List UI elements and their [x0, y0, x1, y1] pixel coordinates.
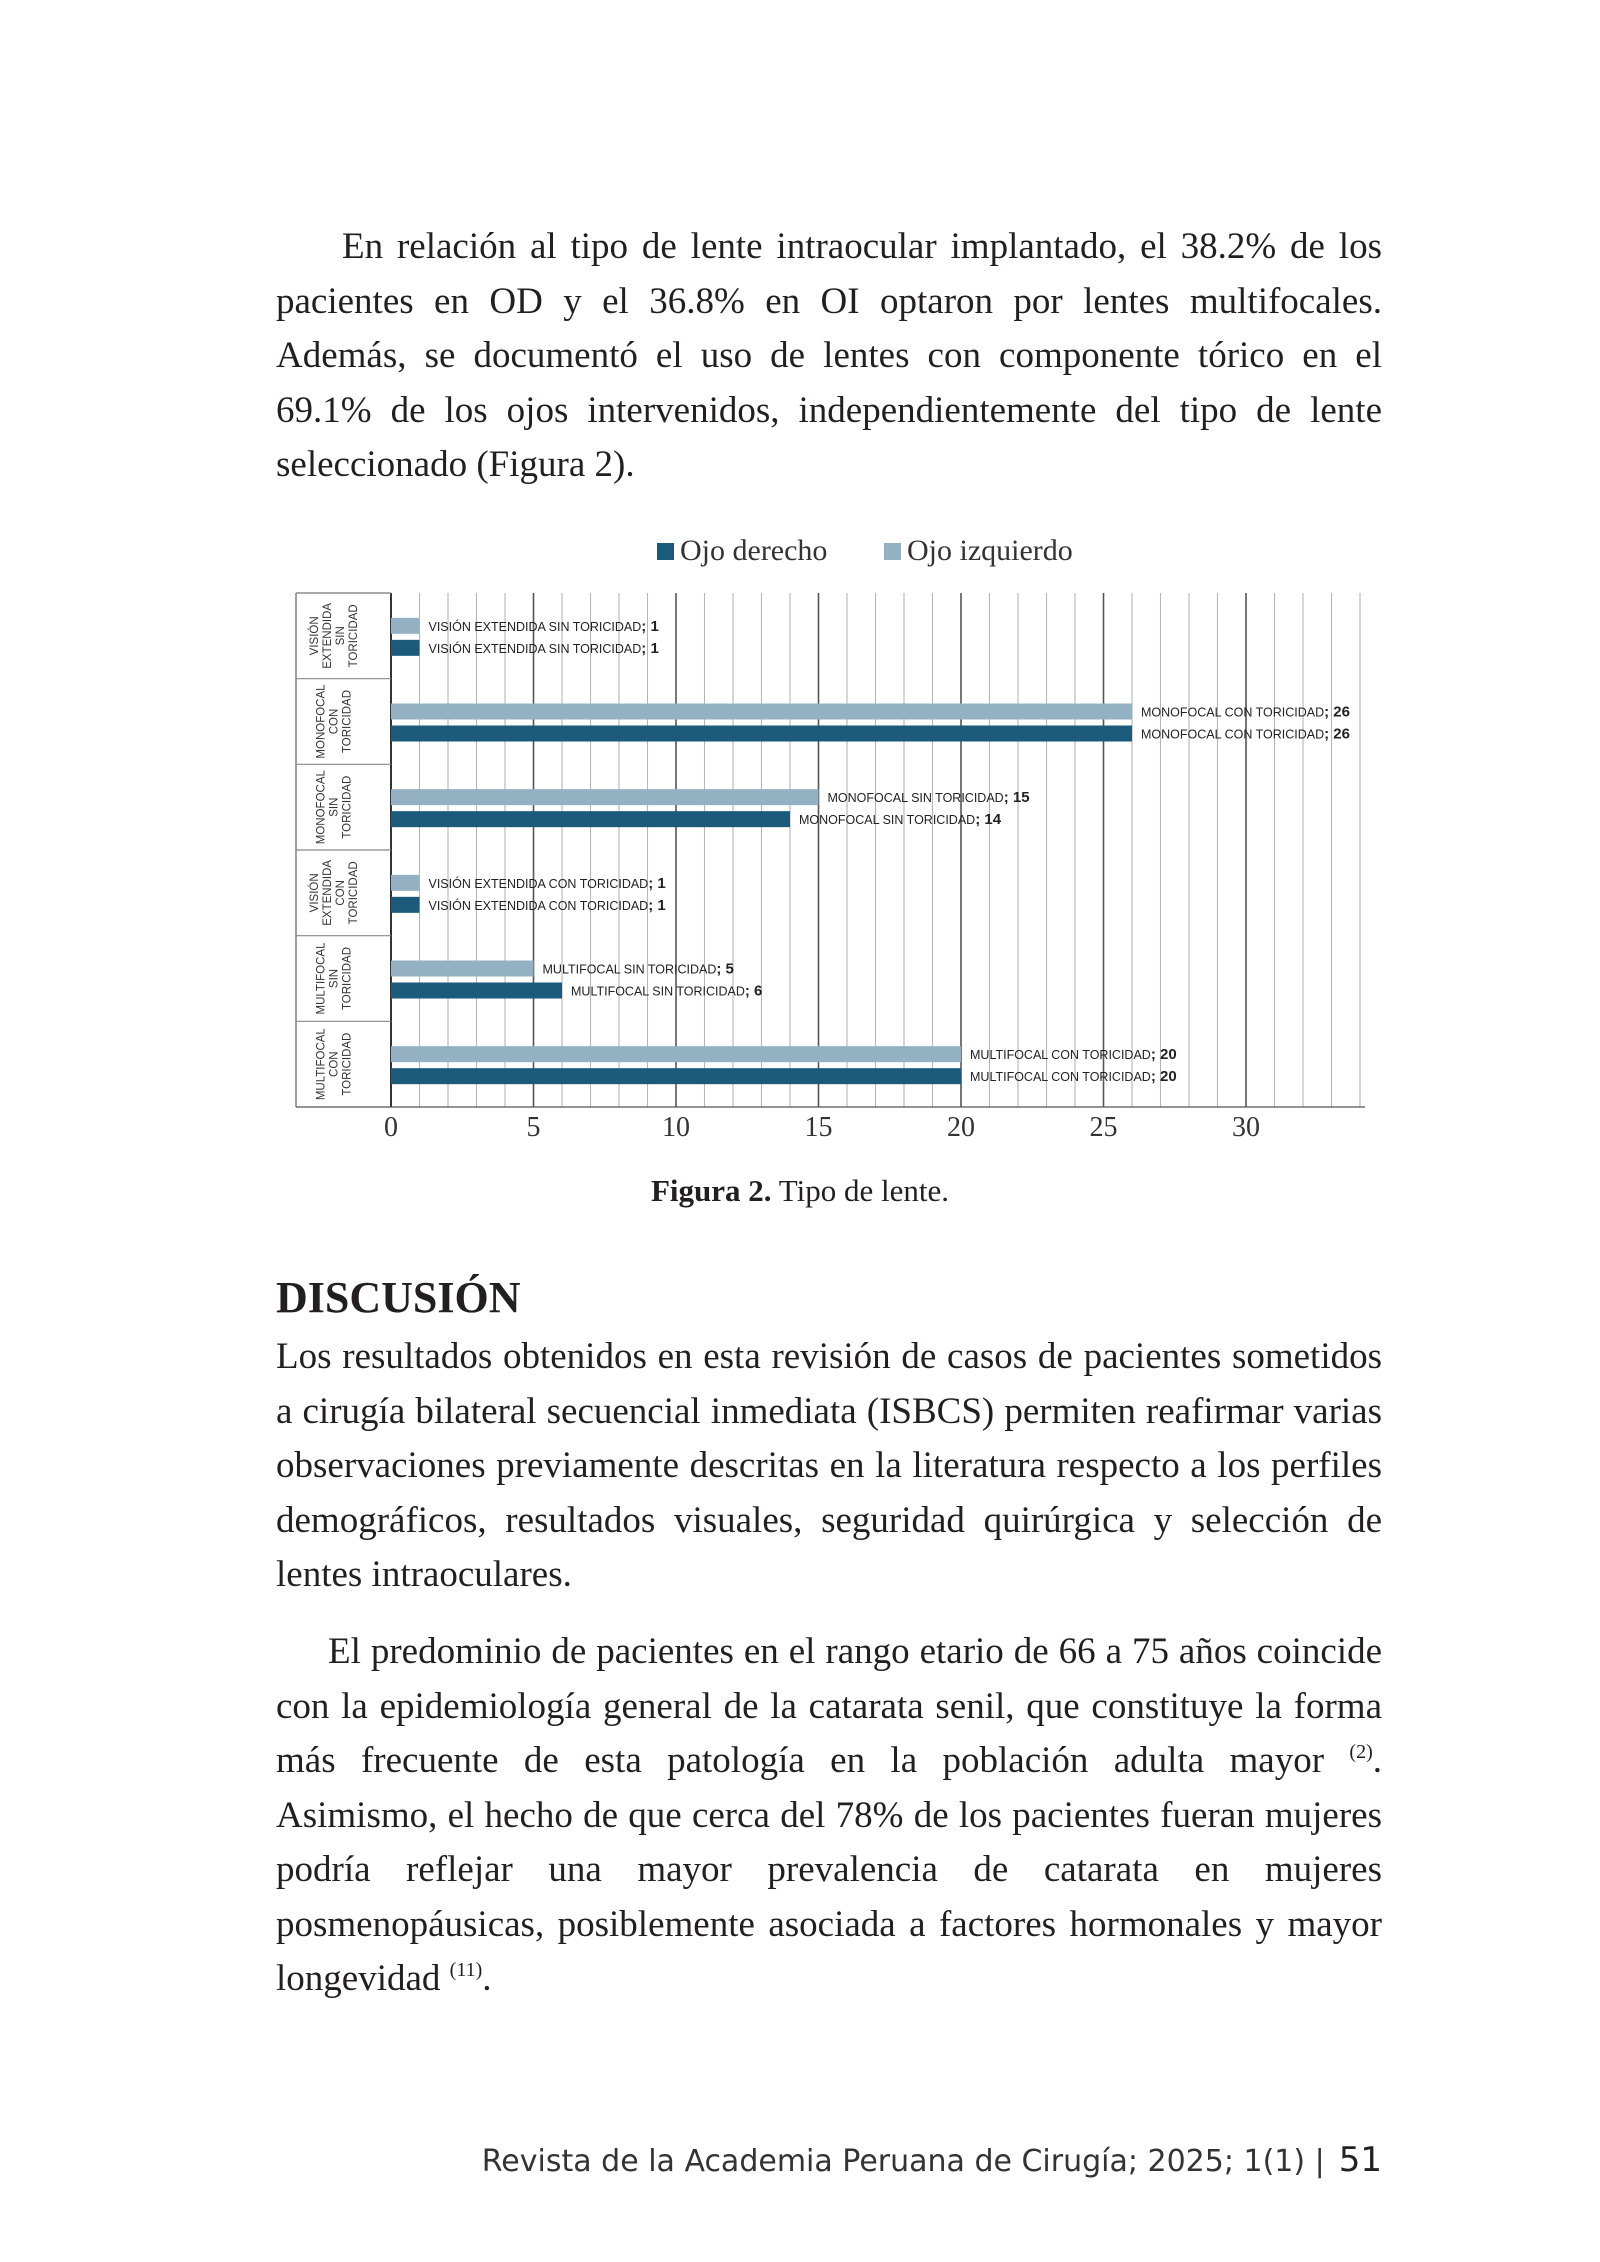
data-label-ojo-derecho	[429, 640, 659, 657]
category-label-line: CON	[335, 880, 347, 906]
bar-ojo-derecho	[391, 640, 420, 656]
data-label-ojo-derecho	[799, 811, 1002, 828]
data-label-value: ; 14	[975, 811, 1002, 829]
paragraph-discussion-2-text-c: .	[482, 1958, 492, 1999]
category-label-line: TORICIDAD	[341, 946, 354, 1011]
bar-ojo-izquierdo	[391, 961, 534, 977]
category-label-line: MONOFOCAL	[315, 770, 328, 845]
category-label-line: MULTIFOCAL	[315, 1028, 328, 1101]
category-label	[316, 942, 354, 1015]
bar-ojo-izquierdo	[391, 789, 819, 805]
data-label-ojo-izquierdo	[429, 875, 666, 892]
category-label-line: CON	[328, 708, 341, 735]
bar-ojo-derecho	[391, 726, 1132, 742]
paragraph-intro	[276, 220, 1382, 493]
data-label-category: MONOFOCAL SIN TORICIDAD	[827, 791, 1004, 806]
data-label-value: ; 26	[1324, 703, 1350, 721]
x-tick-label: 15	[804, 1112, 833, 1143]
data-label-value: ; 26	[1324, 725, 1350, 743]
figure-caption	[0, 1173, 1600, 1209]
data-label-value: ; 1	[648, 896, 666, 914]
bar-ojo-derecho	[391, 811, 790, 827]
x-tick-label: 0	[384, 1112, 398, 1143]
bar-ojo-izquierdo	[391, 618, 420, 634]
data-label-category: MULTIFOCAL CON TORICIDAD	[970, 1070, 1151, 1085]
paragraph-intro-text: En relación al tipo de lente intraocular implantado, el 38.2% de los pacientes en OD y el 36.8% en OI optaron por lentes multifocales. Además, se documentó el uso de lentes con componente tórico en el 69.1% de los ojos intervenidos, independientemente del tipo de lente seleccionado (Figura 2).	[276, 226, 1382, 485]
data-label-value: ; 5	[716, 960, 734, 978]
category-label	[316, 770, 354, 845]
page-footer	[482, 2140, 1382, 2180]
data-label-category: MONOFOCAL SIN TORICIDAD	[799, 813, 976, 828]
legend-label: Ojo izquierdo	[907, 534, 1073, 567]
data-label-ojo-izquierdo	[543, 961, 734, 978]
legend-label: Ojo derecho	[680, 534, 828, 567]
data-label-ojo-izquierdo	[828, 789, 1030, 806]
data-label-ojo-derecho	[571, 983, 762, 1000]
data-label-ojo-derecho	[1141, 726, 1350, 743]
category-label-line: EXTENDIDA	[322, 602, 334, 669]
category-label	[316, 1028, 354, 1101]
category-label-line: SIN	[328, 797, 341, 817]
category-label-line: TORICIDAD	[348, 604, 360, 668]
paragraph-discussion-1-text: Los resultados obtenidos en esta revisión de casos de pacientes sometidos a cirugía bilateral secuencial inmediata (ISBCS) permiten reafirmar varias observaciones previamente descritas en la literatura respecto a los perfiles demográficos, resultados visuales, seguridad quirúrgica y selección de lentes intraoculares.	[276, 1336, 1382, 1595]
bar-ojo-derecho	[391, 983, 562, 999]
bar-ojo-izquierdo	[391, 875, 420, 891]
data-label-category: VISIÓN EXTENDIDA CON TORICIDAD	[428, 876, 649, 891]
category-label-line: VISIÓN	[309, 873, 321, 913]
x-tick-label: 25	[1089, 1112, 1118, 1143]
data-label-ojo-derecho	[970, 1068, 1177, 1085]
data-label-value: ; 1	[648, 874, 666, 892]
category-label-line: MONOFOCAL	[315, 684, 328, 759]
section-heading: DISCUSIÓN	[276, 1273, 521, 1322]
data-label-category: VISIÓN EXTENDIDA SIN TORICIDAD	[428, 619, 642, 634]
data-label-ojo-izquierdo	[429, 618, 659, 635]
data-label-category: MULTIFOCAL CON TORICIDAD	[970, 1048, 1151, 1063]
category-label-line: TORICIDAD	[341, 1032, 354, 1096]
page-number: 51	[1338, 2140, 1382, 2180]
x-tick-label: 20	[947, 1112, 975, 1143]
data-label-value: ; 1	[641, 617, 659, 635]
journal-citation: Revista de la Academia Peruana de Cirugía; 2025; 1(1) |	[481, 2144, 1325, 2179]
data-label-ojo-izquierdo	[970, 1046, 1177, 1063]
paragraph-discussion-2	[276, 1625, 1382, 2007]
paragraph-discussion-1	[276, 1330, 1382, 1603]
category-label-line: SIN	[328, 968, 341, 989]
bar-ojo-izquierdo	[391, 704, 1132, 720]
category-label-line: TORICIDAD	[348, 861, 360, 925]
data-label-value: ; 1	[641, 639, 659, 657]
data-label-value: ; 6	[744, 982, 763, 1000]
category-label-line: TORICIDAD	[341, 775, 354, 839]
legend-swatch	[657, 543, 674, 560]
figure-caption-text: Tipo de lente.	[778, 1173, 949, 1208]
category-label-line: SIN	[335, 626, 347, 646]
x-tick-label: 10	[662, 1112, 690, 1143]
data-label-category: MULTIFOCAL SIN TORICIDAD	[571, 984, 745, 999]
data-label-category: MONOFOCAL CON TORICIDAD	[1141, 705, 1325, 720]
category-label-line: VISIÓN	[309, 616, 321, 656]
data-label-value: ; 15	[1003, 789, 1030, 807]
data-label-category: VISIÓN EXTENDIDA CON TORICIDAD	[428, 898, 649, 913]
bar-ojo-derecho	[391, 1068, 961, 1084]
category-label	[308, 603, 360, 669]
legend-swatch	[884, 543, 901, 560]
category-label-line: EXTENDIDA	[322, 859, 334, 926]
data-label-category: VISIÓN EXTENDIDA SIN TORICIDAD	[428, 641, 642, 656]
data-label-ojo-izquierdo	[1141, 704, 1350, 721]
bar-ojo-derecho	[391, 897, 420, 913]
data-label-ojo-derecho	[429, 897, 666, 914]
category-label	[308, 860, 360, 926]
citation-ref: (11)	[449, 1959, 483, 1981]
bar-ojo-izquierdo	[391, 1046, 961, 1062]
data-label-category: MULTIFOCAL SIN TORICIDAD	[542, 962, 717, 977]
figure-caption-label: Figura 2.	[651, 1173, 772, 1208]
category-label-line: TORICIDAD	[341, 689, 354, 754]
data-label-value: ; 20	[1150, 1068, 1177, 1086]
category-label	[316, 684, 354, 759]
data-label-category: MONOFOCAL CON TORICIDAD	[1141, 727, 1325, 742]
x-tick-label: 30	[1232, 1112, 1260, 1143]
category-label-line: MULTIFOCAL	[315, 942, 328, 1015]
paragraph-discussion-2-text-a: El predominio de pacientes en el rango etario de 66 a 75 años coincide con la epidemiología general de la catarata senil, que constituye la forma más frecuente de esta patología en la población adulta mayor	[276, 1631, 1382, 1781]
data-label-value: ; 20	[1150, 1046, 1177, 1064]
citation-ref: (2)	[1349, 1741, 1373, 1763]
category-label-line: CON	[328, 1051, 341, 1077]
x-tick-label: 5	[526, 1112, 541, 1143]
paragraph-discussion-2-text-b: . Asimismo, el hecho de que cerca del 78% de los pacientes fueran mujeres podría reflejar una mayor prevalencia de catarata en mujeres posmenopáusicas, posiblemente asociada a factores hormonales y mayor longevidad	[276, 1740, 1382, 1999]
